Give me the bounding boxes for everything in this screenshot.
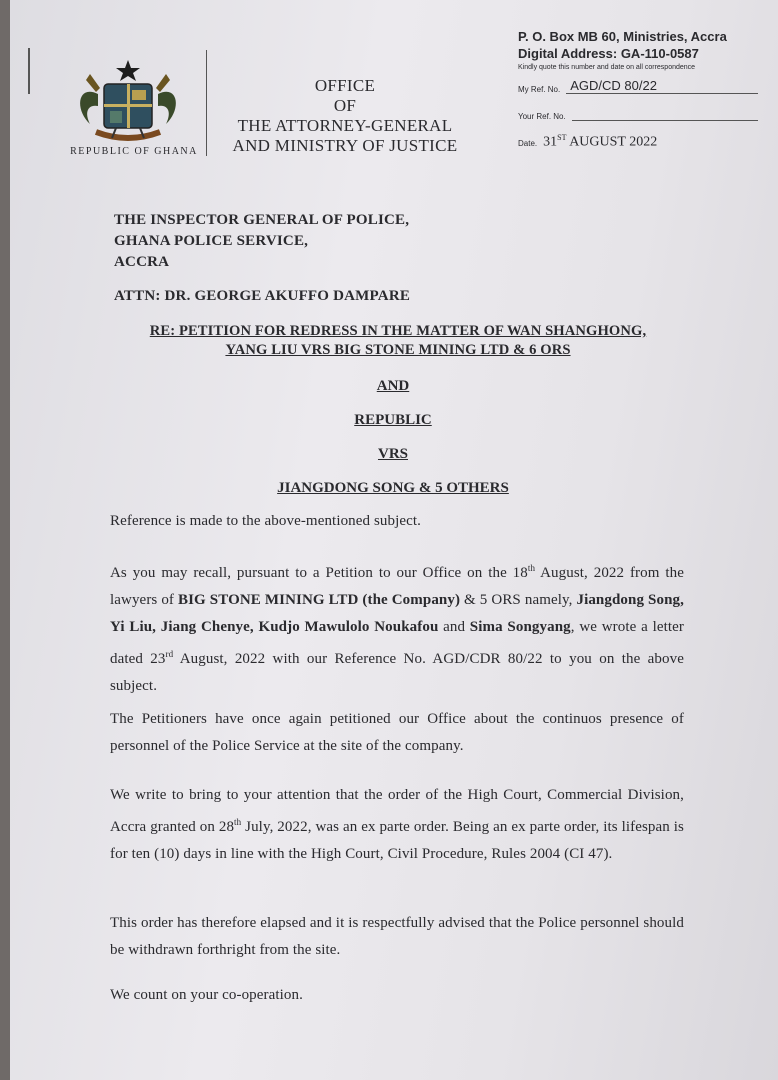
addressee-block (114, 210, 409, 273)
text-run: and (438, 619, 470, 635)
paragraph-recall (110, 555, 684, 700)
text-run: We write to bring to your attention that the order of the High Court, Commercial Division, Accra granted on 28 (110, 787, 684, 835)
addressee-line: GHANA POLICE SERVICE, (114, 233, 309, 249)
case-and: AND (376, 378, 410, 394)
date-day: 31 (543, 134, 558, 150)
my-ref-row (518, 79, 758, 94)
office-line: OF (333, 96, 357, 115)
reference-block (518, 28, 758, 151)
petitioner-names: Jiangdong Song, Yi Liu, Jiang Chenye, Kudjo Mawulolo Noukafou (110, 592, 684, 635)
letter-page (10, 0, 778, 1080)
date-month-year: AUGUST 2022 (566, 134, 658, 150)
text-sup: th (234, 817, 242, 827)
margin-mark (28, 48, 30, 94)
paragraph-reference: Reference is made to the above-mentioned subject. (110, 513, 422, 529)
office-title (215, 76, 475, 156)
ghana-coat-of-arms-icon (68, 54, 188, 146)
your-ref-value (572, 108, 758, 121)
addressee-line: THE INSPECTOR GENERAL OF POLICE, (114, 212, 410, 228)
date-value (543, 133, 657, 151)
company-name: BIG STONE MINING LTD (the Company) (178, 592, 461, 608)
my-ref-value: AGD/CD 80/22 (566, 79, 758, 94)
addressee-line: ACCRA (114, 254, 170, 270)
text-run: , we wrote a letter dated 23 (110, 619, 684, 667)
text-run: August, 2022 from the lawyers of (110, 565, 684, 608)
petitioner-name: Sima Songyang (469, 619, 571, 635)
attention-line: ATTN: DR. GEORGE AKUFFO DAMPARE (114, 288, 411, 304)
coat-caption: REPUBLIC OF GHANA (70, 146, 198, 157)
case-republic: REPUBLIC (354, 412, 432, 428)
text-sup: rd (165, 649, 174, 659)
your-ref-label: Your Ref. No. (518, 112, 566, 121)
subject-heading (108, 322, 688, 360)
my-ref-label: My Ref. No. (518, 85, 561, 94)
letterhead-divider (206, 50, 207, 156)
subject-line: RE: PETITION FOR REDRESS IN THE MATTER OF WAN SHANGHONG, (149, 323, 647, 339)
paragraph-petitioners: The Petitioners have once again petitioned our Office about the continuos presence of personnel of the Police Service at the site of the company. (110, 711, 684, 754)
po-box: P. O. Box MB 60, Ministries, Accra (518, 29, 727, 44)
paragraph-closing: We count on your co-operation. (110, 987, 303, 1003)
your-ref-row (518, 108, 758, 121)
date-label: Date. (518, 138, 538, 148)
quote-note: Kindly quote this number and date on all correspondence (518, 64, 696, 71)
case-vrs: VRS (377, 446, 408, 462)
text-run: & 5 ORS namely, (460, 592, 577, 608)
paragraph-order (110, 782, 684, 868)
text-sup: th (527, 563, 536, 573)
text-run: As you may recall, pursuant to a Petition to our Office on the 18 (110, 565, 528, 581)
paragraph-elapsed: This order has therefore elapsed and it is respectfully advised that the Police personnel should be withdrawn forthright from the site. (110, 915, 684, 958)
text-run: July, 2022, was an ex parte order. Being an ex parte order, its lifespan is for ten (10) days in line with the High Court, Civil Procedure, Rules 2004 (CI 47). (110, 819, 684, 862)
case-respondents: JIANGDONG SONG & 5 OTHERS (277, 480, 509, 496)
digital-address: Digital Address: GA-110-0587 (518, 46, 699, 61)
subject-line: YANG LIU VRS BIG STONE MINING LTD & 6 ORS (225, 342, 571, 358)
text-run: August, 2022 with our Reference No. AGD/CDR 80/22 to you on the above subject. (110, 651, 684, 694)
date-suffix: ST (557, 133, 567, 142)
date-row (518, 133, 758, 151)
office-line: AND MINISTRY OF JUSTICE (232, 136, 458, 155)
office-line: THE ATTORNEY-GENERAL (237, 116, 453, 135)
office-line: OFFICE (314, 76, 376, 95)
